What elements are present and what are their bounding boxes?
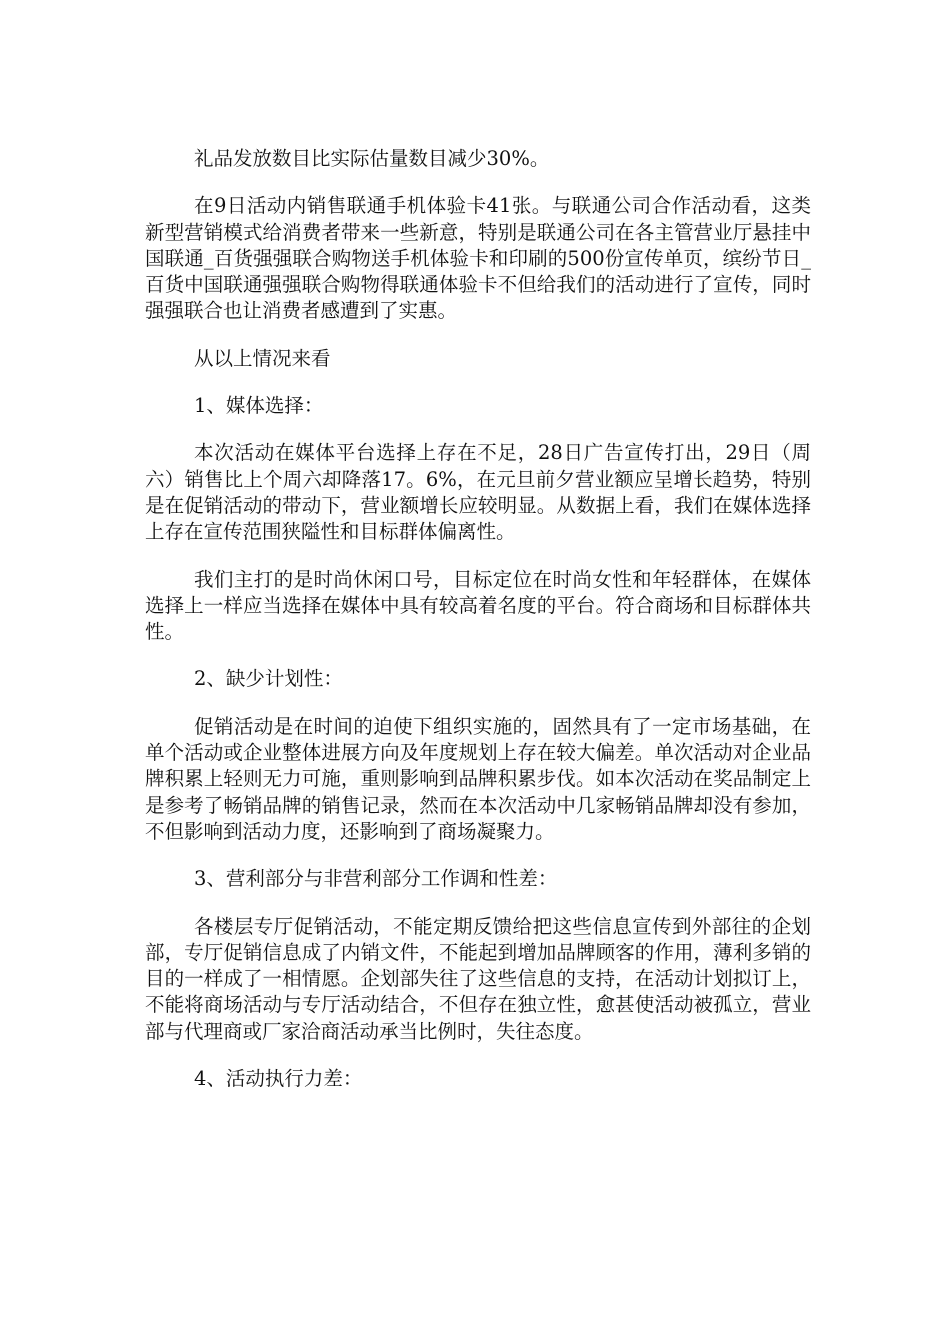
document-body [145, 146, 811, 1113]
paragraph-planning-issues: 促销活动是在时间的迫使下组织实施的，固然具有了一定市场基础，在单个活动或企业整体进展方向及年度规划上存在较大偏差。单次活动对企业品牌积累上轻则无力可施，重则影响到品牌积累步伐。如本次活动在奖品制定上是参考了畅销品牌的销售记录，然而在本次活动中几家畅销品牌却没有参加，不但影响到活动力度，还影响到了商场凝聚力。 [145, 714, 811, 843]
paragraph-target-positioning: 我们主打的是时尚休闲口号，目标定位在时尚女性和年轻群体，在媒体选择上一样应当选择在媒体中具有较高着名度的平台。符合商场和目标群体共性。 [145, 567, 811, 644]
paragraph-gift-reduction: 礼品发放数目比实际估量数目减少30%。 [194, 147, 550, 170]
paragraph-unicom-cards: 在9日活动内销售联通手机体验卡41张。与联通公司合作活动看，这类新型营销模式给消费者带来一些新意，特别是联通公司在各主管营业厅悬挂中国联通_百货强强联合购物送手机体验卡和印刷的500份宣传单页，缤纷节日_百货中国联通强强联合购物得联通体验卡不但给我们的活动进行了宣传，同时强强联合也让消费者感遭到了实惠。 [145, 194, 811, 323]
heading-execution: 4、活动执行力差： [194, 1067, 363, 1091]
heading-coordination: 3、营利部分与非营利部分工作调和性差： [194, 867, 558, 891]
heading-media-selection: 1、媒体选择： [194, 394, 324, 418]
paragraph-media-platform: 本次活动在媒体平台选择上存在不足，28日广告宣传打出，29日（周六）销售比上个周六却降落17。6%，在元旦前夕营业额应呈增长趋势，特别是在促销活动的带动下，营业额增长应较明显。从数据上看，我们在媒体选择上存在宣传范围狭隘性和目标群体偏离性。 [145, 441, 811, 544]
paragraph-coordination-issues: 各楼层专厅促销活动，不能定期反馈给把这些信息宣传到外部往的企划部，专厅促销信息成了内销文件，不能起到增加品牌顾客的作用，薄利多销的目的一样成了一相情愿。企划部失往了这些信息的支持，在活动计划拟订上，不能将商场活动与专厅活动结合，不但存在独立性，愈甚使活动被孤立，营业部与代理商或厂家洽商活动承当比例时，失往态度。 [145, 914, 811, 1043]
paragraph-situation-intro: 从以上情况来看 [194, 346, 331, 370]
heading-lack-of-planning: 2、缺少计划性： [194, 667, 343, 691]
